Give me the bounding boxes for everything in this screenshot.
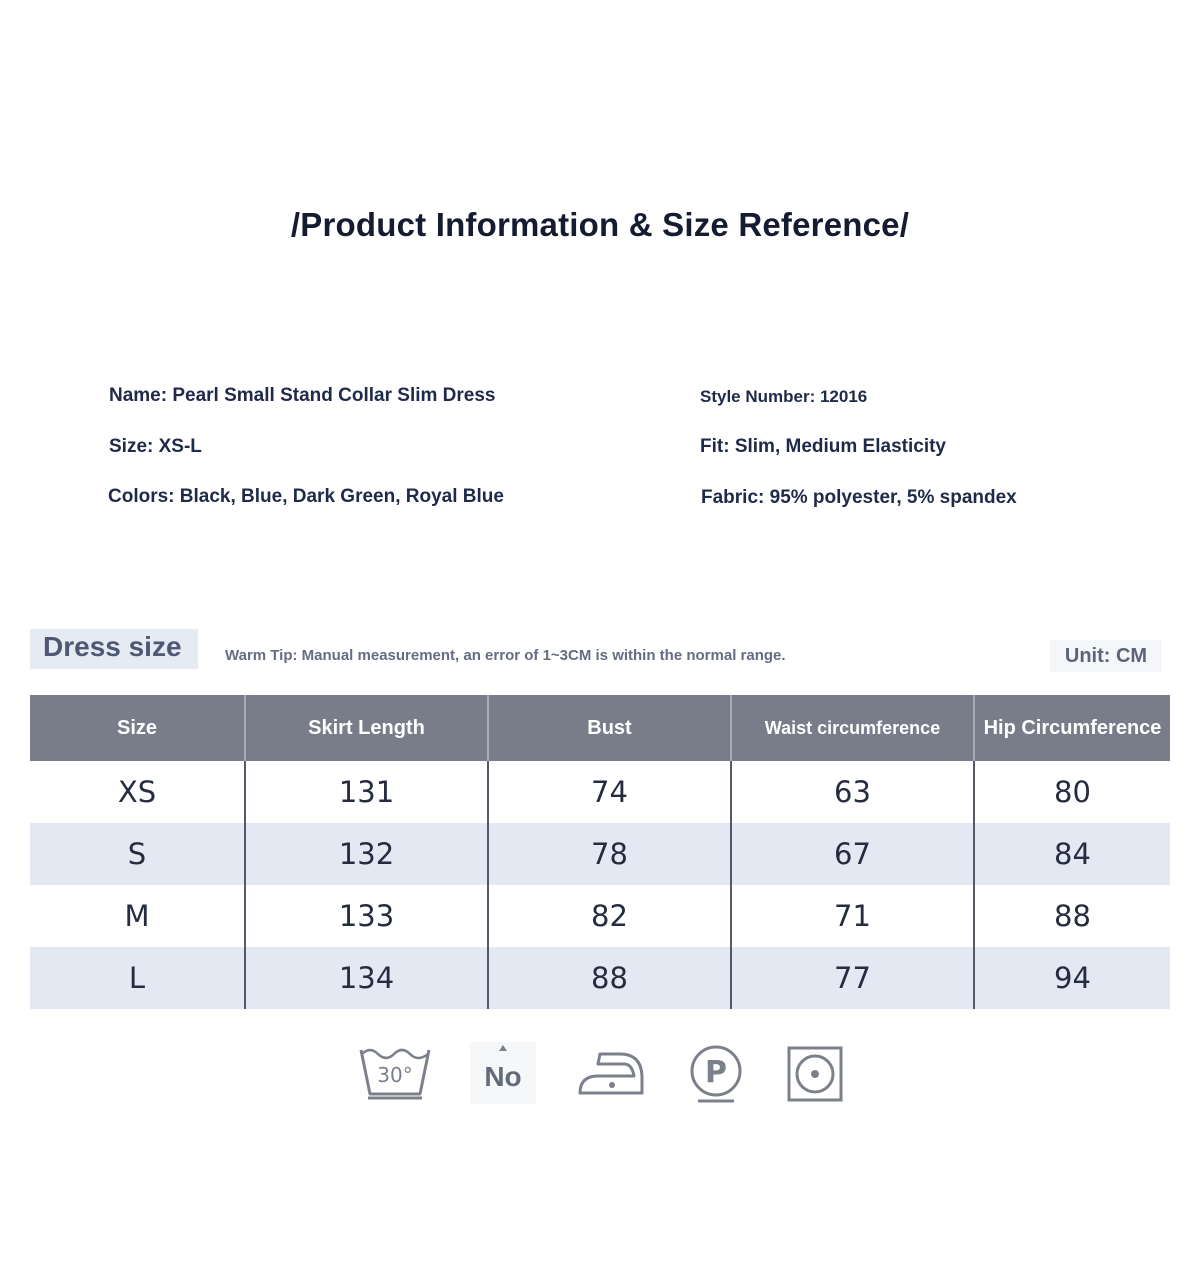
wash-30-icon <box>358 1042 432 1106</box>
svg-text:P: P <box>705 1055 727 1090</box>
header-skirt-length: Skirt Length <box>245 695 488 761</box>
table-row <box>30 823 1170 885</box>
dry-clean-p-icon <box>688 1044 744 1108</box>
cell-size: M <box>124 899 150 933</box>
product-fabric: Fabric: 95% polyester, 5% spandex <box>701 487 1017 508</box>
no-label-text: No <box>484 1061 522 1092</box>
cell-size: S <box>30 823 245 885</box>
page-title: /Product Information & Size Reference/ <box>290 206 910 243</box>
header-waist: Waist circumference <box>731 695 974 761</box>
cell-skirt-length: 134 <box>245 947 488 1009</box>
cell-hip: 80 <box>974 761 1170 823</box>
tumble-dry-icon <box>786 1045 844 1109</box>
product-size-range: Size: XS-L <box>109 436 202 457</box>
cell-waist: 63 <box>731 761 974 823</box>
cell-bust: 78 <box>488 823 731 885</box>
product-style-number: Style Number: 12016 <box>700 387 868 406</box>
caret-up-icon <box>499 1045 507 1051</box>
iron-low-icon <box>576 1048 646 1112</box>
cell-hip: 88 <box>974 885 1170 947</box>
warm-tip: Warm Tip: Manual measurement, an error of 1~3CM is within the normal range. <box>225 647 786 664</box>
cell-bust: 74 <box>488 761 731 823</box>
wash-temp-label: 30° <box>377 1063 413 1087</box>
product-name: Name: Pearl Small Stand Collar Slim Dress <box>109 385 496 406</box>
table-row <box>30 885 1170 947</box>
header-bust: Bust <box>488 695 731 761</box>
product-colors: Colors: Black, Blue, Dark Green, Royal Blue <box>108 486 504 507</box>
cell-skirt-length: 132 <box>245 823 488 885</box>
cell-size: L <box>30 947 245 1009</box>
dress-size-heading-label: Dress size <box>43 631 182 662</box>
unit-label: Unit: CM <box>1050 640 1162 672</box>
cell-hip: 84 <box>974 823 1170 885</box>
product-fit: Fit: Slim, Medium Elasticity <box>700 436 946 457</box>
cell-skirt-length: 131 <box>245 761 488 823</box>
header-size: Size <box>30 695 245 761</box>
table-row <box>30 947 1170 1009</box>
cell-bust: 82 <box>488 885 731 947</box>
cell-skirt-length: 133 <box>245 885 488 947</box>
cell-waist: 77 <box>731 947 974 1009</box>
dress-size-heading <box>30 629 198 669</box>
cell-waist: 71 <box>731 885 974 947</box>
cell-bust: 88 <box>488 947 731 1009</box>
size-table-header-row <box>30 695 1170 761</box>
cell-waist: 67 <box>731 823 974 885</box>
header-hip: Hip Circumference <box>974 695 1170 761</box>
cell-size: XS <box>117 775 157 809</box>
table-row <box>30 761 1170 823</box>
no-bleach-icon <box>470 1042 536 1104</box>
cell-hip: 94 <box>974 947 1170 1009</box>
size-table <box>30 695 1170 1009</box>
